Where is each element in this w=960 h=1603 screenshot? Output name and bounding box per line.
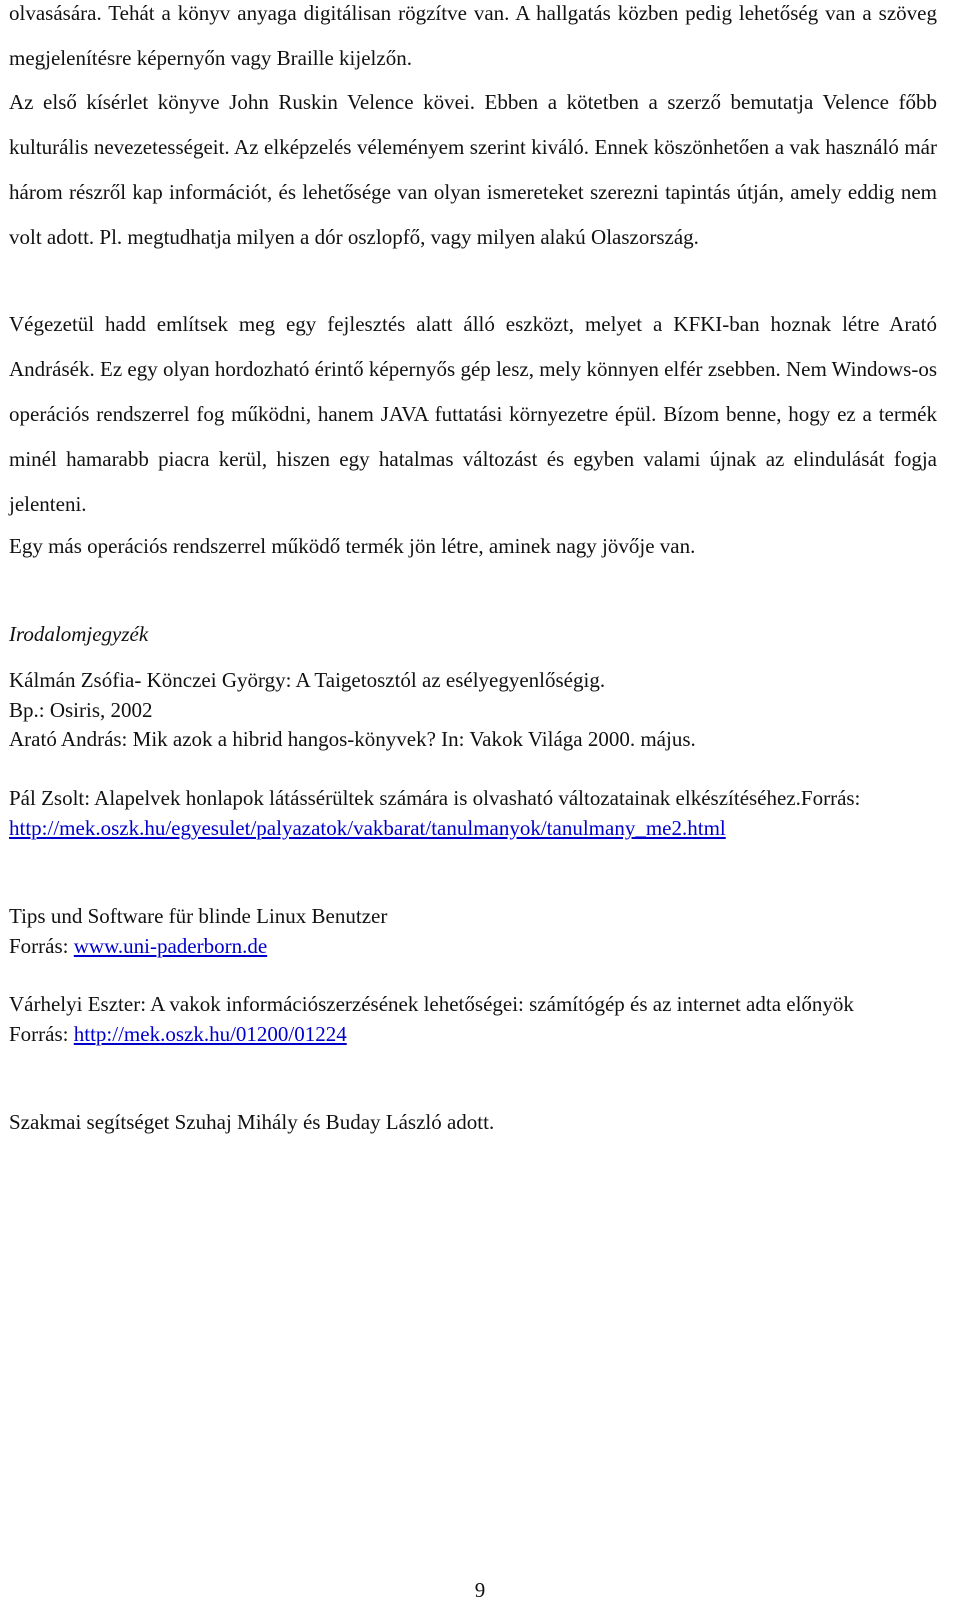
reference-1 bbox=[9, 665, 937, 725]
reference-3-text: Pál Zsolt: Alapelvek honlapok látássérültek számára is olvasható változatainak elkészítéséhez.Forrás: bbox=[9, 786, 861, 810]
reference-4-link[interactable]: www.uni-paderborn.de bbox=[73, 934, 268, 958]
reference-1-title: Kálmán Zsófia- Könczei György: A Taigetosztól az esélyegyenlőségig. bbox=[9, 668, 606, 692]
reference-5-link[interactable]: http://mek.oszk.hu/01200/01224 bbox=[73, 1022, 347, 1046]
paragraph-4: Egy más operációs rendszerrel működő termék jön létre, aminek nagy jövője van. bbox=[9, 534, 696, 558]
paragraph-3: Végezetül hadd említsek meg egy fejlesztés alatt álló eszközt, melyet a KFKI-ban hoznak létre Arató Andrásék. Ez egy olyan hordozható érintő képernyős gép lesz, mely könnyen elfér zsebben. Nem Windows-os operációs rendszerrel fog működni, hanem JAVA futtatási környezetre épül. Bízom benne, hogy ez a termék minél hamarabb piacra kerül, hiszen egy hatalmas változást és egyben valami újnak az elindulását fogja jelenteni. bbox=[9, 312, 937, 516]
reference-5-prefix: Forrás: bbox=[9, 1022, 74, 1046]
reference-3 bbox=[9, 783, 937, 843]
reference-5 bbox=[9, 989, 937, 1049]
reference-2: Arató András: Mik azok a hibrid hangos-könyvek? In: Vakok Világa 2000. május. bbox=[9, 727, 696, 751]
reference-3-link-line bbox=[9, 813, 937, 843]
reference-4-title: Tips und Software für blinde Linux Benutzer bbox=[9, 904, 388, 928]
reference-4 bbox=[9, 901, 937, 961]
page-number: 9 bbox=[474, 1578, 486, 1602]
reference-4-prefix: Forrás: bbox=[9, 934, 74, 958]
reference-1-publisher: Bp.: Osiris, 2002 bbox=[9, 698, 153, 722]
paragraph-1: olvasására. Tehát a könyv anyaga digitálisan rögzítve van. A hallgatás közben pedig lehetőség van a szöveg megjelenítésre képernyőn vagy Braille kijelzőn. bbox=[9, 1, 937, 70]
acknowledgement: Szakmai segítséget Szuhaj Mihály és Buday László adott. bbox=[9, 1110, 495, 1134]
paragraph-2: Az első kísérlet könyve John Ruskin Velence kövei. Ebben a kötetben a szerző bemutatja Velence főbb kulturális nevezetességeit. Az elképzelés véleményem szerint kiváló. Ennek köszönhetően a vak használó már három részről kap információt, és lehetősége van olyan ismereteket szerezni tapintás útján, amely eddig nem volt adott. Pl. megtudhatja milyen a dór oszlopfő, vagy milyen alakú Olaszország. bbox=[9, 90, 937, 249]
reference-3-link[interactable]: http://mek.oszk.hu/egyesulet/palyazatok/vakbarat/tanulmanyok/tanulmany_me2.html bbox=[9, 816, 726, 840]
bibliography-heading: Irodalomjegyzék bbox=[9, 622, 149, 646]
reference-5-source bbox=[9, 1019, 937, 1049]
reference-4-source bbox=[9, 931, 937, 961]
reference-5-text: Várhelyi Eszter: A vakok információszerzésének lehetőségei: számítógép és az internet adta előnyök bbox=[9, 992, 854, 1016]
